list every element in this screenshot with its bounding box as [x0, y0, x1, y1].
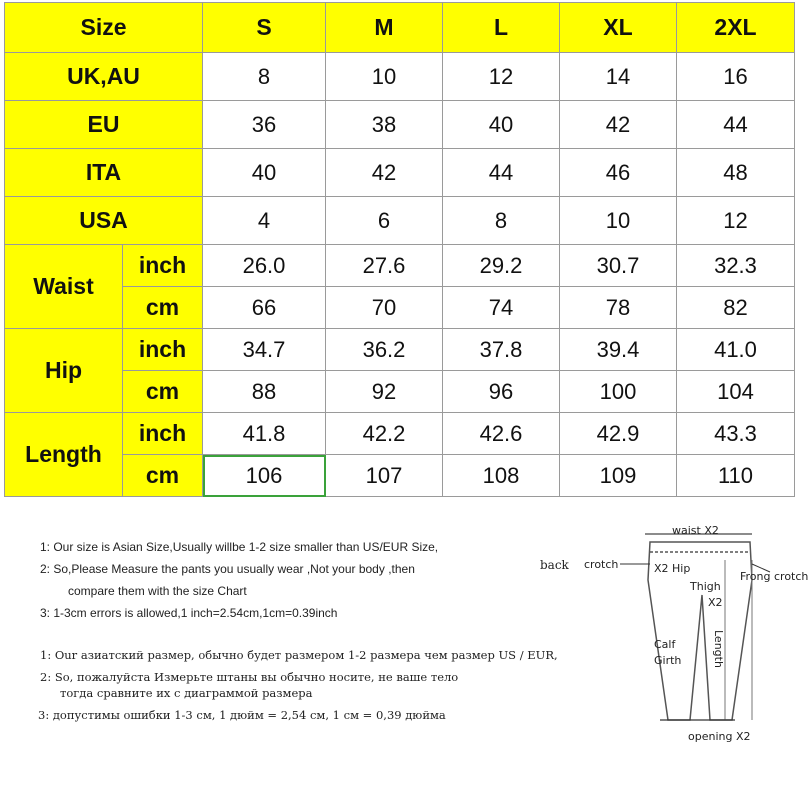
table-cell: 44	[677, 101, 795, 149]
note-ru-2: 2: So, пожалуйста Измерьте штаны вы обычно носите, не ваше тело	[40, 670, 459, 684]
row-label: ITA	[5, 149, 203, 197]
table-cell: 109	[560, 455, 677, 497]
table-cell: 29.2	[443, 245, 560, 287]
table-cell: 27.6	[326, 245, 443, 287]
table-row	[5, 197, 795, 245]
table-cell: 8	[443, 197, 560, 245]
table-cell: 34.7	[203, 329, 326, 371]
table-cell: 14	[560, 53, 677, 101]
table-cell: 106	[203, 455, 326, 497]
table-cell: 4	[203, 197, 326, 245]
pants-outline	[520, 520, 800, 745]
waist-label: waist X2	[672, 524, 719, 537]
thigh-x2-label: X2	[708, 596, 723, 609]
header-size-col: M	[326, 3, 443, 53]
table-cell: 16	[677, 53, 795, 101]
row-label: EU	[5, 101, 203, 149]
table-cell: 46	[560, 149, 677, 197]
measure-label: Length	[5, 413, 123, 497]
table-cell: 42.6	[443, 413, 560, 455]
back-label: back	[540, 558, 569, 572]
table-cell: 6	[326, 197, 443, 245]
unit-label: inch	[123, 329, 203, 371]
table-cell: 30.7	[560, 245, 677, 287]
table-cell: 70	[326, 287, 443, 329]
unit-label: inch	[123, 413, 203, 455]
girth-label: Girth	[654, 654, 682, 667]
table-cell: 42.9	[560, 413, 677, 455]
table-cell: 12	[677, 197, 795, 245]
table-row	[5, 329, 795, 371]
table-row	[5, 53, 795, 101]
hip-label: X2 Hip	[654, 562, 691, 575]
table-row	[5, 149, 795, 197]
table-cell: 42.2	[326, 413, 443, 455]
table-cell: 40	[203, 149, 326, 197]
table-cell: 66	[203, 287, 326, 329]
table-cell: 10	[560, 197, 677, 245]
table-row	[5, 287, 795, 329]
table-row	[5, 101, 795, 149]
header-row	[5, 3, 795, 53]
length-label: Length	[712, 630, 725, 668]
calf-label: Calf	[654, 638, 676, 651]
unit-label: cm	[123, 455, 203, 497]
table-cell: 107	[326, 455, 443, 497]
header-size-col: L	[443, 3, 560, 53]
table-cell: 26.0	[203, 245, 326, 287]
table-cell: 42	[560, 101, 677, 149]
header-size-col: 2XL	[677, 3, 795, 53]
table-cell: 37.8	[443, 329, 560, 371]
note-ru-1: 1: Our азиатский размер, обычно будет размером 1-2 размера чем размер US / EUR,	[40, 648, 558, 662]
table-cell: 110	[677, 455, 795, 497]
note-en-3: 3: 1-3cm errors is allowed,1 inch=2.54cm,1cm=0.39inch	[40, 606, 338, 620]
table-cell: 48	[677, 149, 795, 197]
table-cell: 78	[560, 287, 677, 329]
table-row	[5, 371, 795, 413]
table-cell: 42	[326, 149, 443, 197]
table-row	[5, 413, 795, 455]
table-cell: 8	[203, 53, 326, 101]
unit-label: cm	[123, 287, 203, 329]
size-chart-table	[4, 2, 795, 497]
table-cell: 100	[560, 371, 677, 413]
table-cell: 38	[326, 101, 443, 149]
table-cell: 104	[677, 371, 795, 413]
table-cell: 41.8	[203, 413, 326, 455]
note-en-2-cont: compare them with the size Chart	[68, 584, 247, 598]
unit-label: cm	[123, 371, 203, 413]
table-cell: 10	[326, 53, 443, 101]
table-cell: 88	[203, 371, 326, 413]
table-row	[5, 455, 795, 497]
front-crotch-label: Frong crotch	[740, 570, 808, 583]
table-cell: 108	[443, 455, 560, 497]
table-row	[5, 245, 795, 287]
table-cell: 43.3	[677, 413, 795, 455]
table-cell: 39.4	[560, 329, 677, 371]
table-cell: 96	[443, 371, 560, 413]
unit-label: inch	[123, 245, 203, 287]
pants-measurement-diagram	[520, 520, 808, 745]
note-ru-2-cont: тогда сравните их с диаграммой размера	[60, 686, 313, 700]
table-cell: 82	[677, 287, 795, 329]
table-cell: 36.2	[326, 329, 443, 371]
thigh-label: Thigh	[690, 580, 721, 593]
opening-label: opening X2	[688, 730, 751, 743]
header-size-col: XL	[560, 3, 677, 53]
table-cell: 12	[443, 53, 560, 101]
note-en-2: 2: So,Please Measure the pants you usually wear ,Not your body ,then	[40, 562, 415, 576]
row-label: USA	[5, 197, 203, 245]
table-cell: 92	[326, 371, 443, 413]
header-size-label: Size	[5, 3, 203, 53]
table-cell: 44	[443, 149, 560, 197]
row-label: UK,AU	[5, 53, 203, 101]
table-cell: 40	[443, 101, 560, 149]
table-cell: 41.0	[677, 329, 795, 371]
measure-label: Hip	[5, 329, 123, 413]
note-en-1: 1: Our size is Asian Size,Usually willbe 1-2 size smaller than US/EUR Size,	[40, 540, 439, 554]
note-ru-3: 3: допустимы ошибки 1-3 см, 1 дюйм = 2,54 см, 1 см = 0,39 дюйма	[38, 708, 446, 722]
crotch-label: crotch	[584, 558, 619, 571]
table-cell: 36	[203, 101, 326, 149]
table-cell: 32.3	[677, 245, 795, 287]
table-cell: 74	[443, 287, 560, 329]
measure-label: Waist	[5, 245, 123, 329]
header-size-col: S	[203, 3, 326, 53]
